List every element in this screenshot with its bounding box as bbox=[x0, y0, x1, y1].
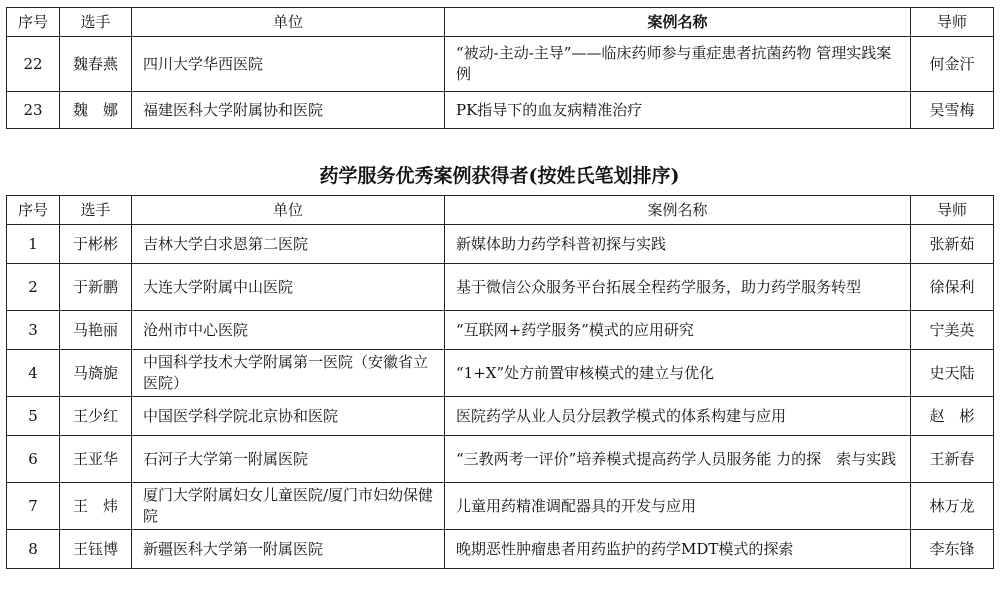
cell-mentor: 吴雪梅 bbox=[911, 92, 994, 129]
cell-player: 于新鹏 bbox=[60, 264, 132, 311]
table-row bbox=[7, 483, 994, 530]
cell-mentor: 王新春 bbox=[911, 436, 994, 483]
header-mentor: 导师 bbox=[911, 196, 994, 225]
cell-player: 马旖旎 bbox=[60, 350, 132, 397]
cell-player: 王 炜 bbox=[60, 483, 132, 530]
cell-mentor: 宁美英 bbox=[911, 311, 994, 350]
header-seq: 序号 bbox=[7, 196, 60, 225]
table-row bbox=[7, 530, 994, 569]
table-row bbox=[7, 37, 994, 92]
cell-mentor: 何金汗 bbox=[911, 37, 994, 92]
cell-player: 于彬彬 bbox=[60, 225, 132, 264]
cell-case: PK指导下的血友病精准治疗 bbox=[445, 92, 911, 129]
cell-case: 晚期恶性肿瘤患者用药监护的药学MDT模式的探索 bbox=[445, 530, 911, 569]
cell-unit: 大连大学附属中山医院 bbox=[132, 264, 445, 311]
cell-seq: 8 bbox=[7, 530, 60, 569]
header-case: 案例名称 bbox=[445, 8, 911, 37]
header-unit: 单位 bbox=[132, 196, 445, 225]
cell-seq: 2 bbox=[7, 264, 60, 311]
section-title: 药学服务优秀案例获得者(按姓氏笔划排序) bbox=[319, 165, 680, 187]
cell-case: 基于微信公众服务平台拓展全程药学服务，助力药学服务转型 bbox=[445, 264, 911, 311]
cell-seq: 5 bbox=[7, 397, 60, 436]
table-row bbox=[7, 436, 994, 483]
award-table-main bbox=[6, 195, 994, 569]
cell-unit: 中国科学技术大学附属第一医院（安徽省立医院） bbox=[132, 350, 445, 397]
header-player: 选手 bbox=[60, 196, 132, 225]
cell-seq: 4 bbox=[7, 350, 60, 397]
table-header-row bbox=[7, 8, 994, 37]
table-row bbox=[7, 225, 994, 264]
cell-case: “1+X”处方前置审核模式的建立与优化 bbox=[445, 350, 911, 397]
table-row bbox=[7, 92, 994, 129]
cell-unit: 厦门大学附属妇女儿童医院/厦门市妇幼保健院 bbox=[132, 483, 445, 530]
cell-case: “互联网+药学服务”模式的应用研究 bbox=[445, 311, 911, 350]
cell-player: 魏春燕 bbox=[60, 37, 132, 92]
cell-player: 魏 娜 bbox=[60, 92, 132, 129]
header-unit: 单位 bbox=[132, 8, 445, 37]
cell-unit: 石河子大学第一附属医院 bbox=[132, 436, 445, 483]
cell-player: 马艳丽 bbox=[60, 311, 132, 350]
cell-case: “被动-主动-主导”——临床药师参与重症患者抗菌药物 管理实践案例 bbox=[445, 37, 911, 92]
cell-mentor: 张新茹 bbox=[911, 225, 994, 264]
cell-player: 王少红 bbox=[60, 397, 132, 436]
cell-mentor: 史天陆 bbox=[911, 350, 994, 397]
cell-unit: 吉林大学白求恩第二医院 bbox=[132, 225, 445, 264]
cell-case: 新媒体助力药学科普初探与实践 bbox=[445, 225, 911, 264]
table-row bbox=[7, 264, 994, 311]
cell-unit: 四川大学华西医院 bbox=[132, 37, 445, 92]
cell-mentor: 赵 彬 bbox=[911, 397, 994, 436]
cell-seq: 3 bbox=[7, 311, 60, 350]
cell-case: 医院药学从业人员分层教学模式的体系构建与应用 bbox=[445, 397, 911, 436]
cell-seq: 23 bbox=[7, 92, 60, 129]
cell-mentor: 林万龙 bbox=[911, 483, 994, 530]
cell-mentor: 徐保利 bbox=[911, 264, 994, 311]
cell-seq: 7 bbox=[7, 483, 60, 530]
header-case: 案例名称 bbox=[445, 196, 911, 225]
header-mentor: 导师 bbox=[911, 8, 994, 37]
table-row bbox=[7, 311, 994, 350]
cell-seq: 6 bbox=[7, 436, 60, 483]
table-row bbox=[7, 350, 994, 397]
cell-seq: 22 bbox=[7, 37, 60, 92]
cell-mentor: 李东锋 bbox=[911, 530, 994, 569]
cell-player: 王亚华 bbox=[60, 436, 132, 483]
cell-unit: 新疆医科大学第一附属医院 bbox=[132, 530, 445, 569]
cell-unit: 沧州市中心医院 bbox=[132, 311, 445, 350]
table-header-row bbox=[7, 196, 994, 225]
cell-case: “三教两考一评价”培养模式提高药学人员服务能 力的探 索与实践 bbox=[445, 436, 911, 483]
cell-seq: 1 bbox=[7, 225, 60, 264]
cell-case: 儿童用药精准调配器具的开发与应用 bbox=[445, 483, 911, 530]
cell-unit: 福建医科大学附属协和医院 bbox=[132, 92, 445, 129]
award-table-continued bbox=[6, 7, 994, 129]
cell-player: 王钰博 bbox=[60, 530, 132, 569]
cell-unit: 中国医学科学院北京协和医院 bbox=[132, 397, 445, 436]
header-player: 选手 bbox=[60, 8, 132, 37]
header-seq: 序号 bbox=[7, 8, 60, 37]
table-row bbox=[7, 397, 994, 436]
